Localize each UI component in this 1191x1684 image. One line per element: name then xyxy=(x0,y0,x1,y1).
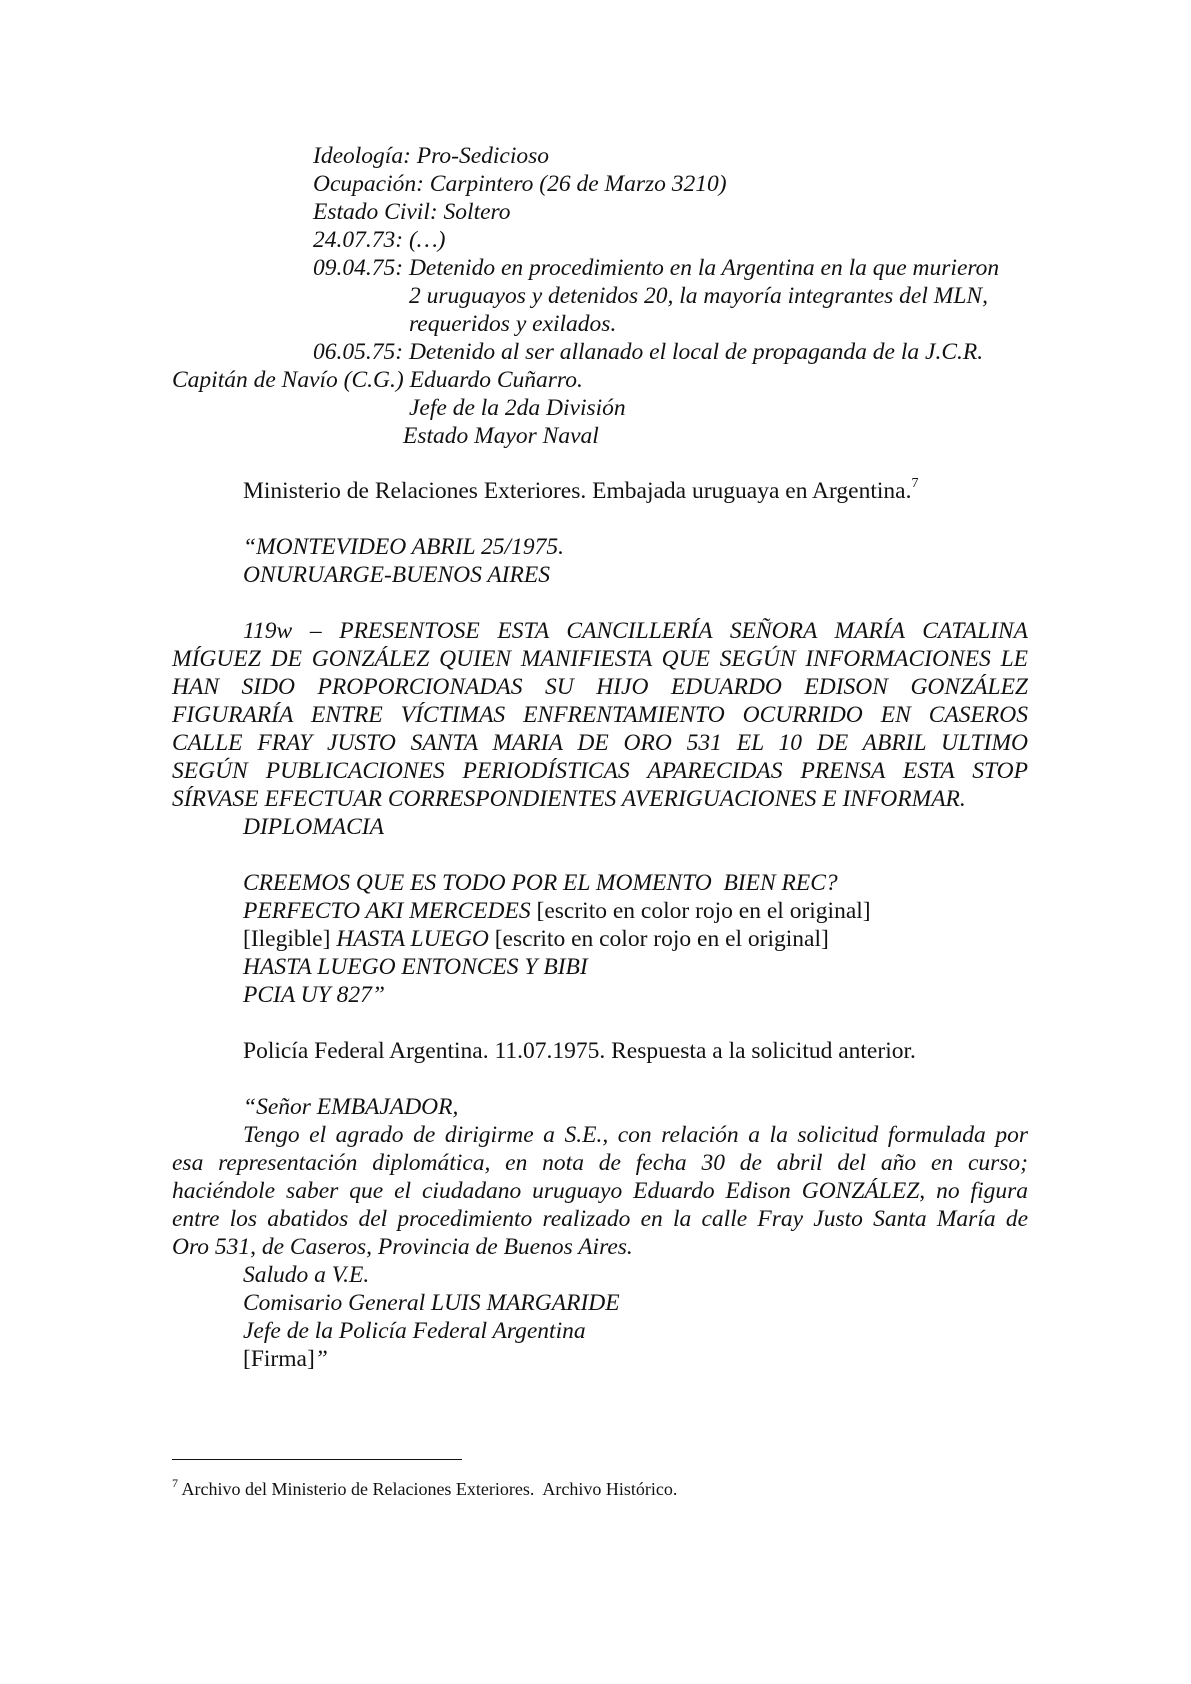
telegram-closing: DIPLOMACIA xyxy=(243,814,384,840)
letter-greeting: Saludo a V.E. xyxy=(243,1262,370,1288)
telegram-body-line: CALLE FRAY JUSTO SANTA MARIA DE ORO 531 EL 10 DE ABRIL ULTIMO xyxy=(172,730,1028,756)
telegram-body-line: SEGÚN PUBLICACIONES PERIODÍSTICAS APARECIDAS PRENSA ESTA STOP xyxy=(172,758,1028,784)
firma-note: [Firma] xyxy=(243,1346,315,1372)
telegram-chat-line xyxy=(243,897,871,925)
letter-firma xyxy=(243,1345,328,1373)
record-entry-continuation: requeridos y exilados. xyxy=(409,311,617,337)
telegram-header: ONURUARGE-BUENOS AIRES xyxy=(243,562,550,588)
letter-body-line: Oro 531, de Caseros, Provincia de Buenos Aires. xyxy=(172,1234,633,1260)
letter-signer: Comisario General LUIS MARGARIDE xyxy=(243,1290,620,1316)
telegram-chat-line xyxy=(243,925,829,953)
telegram-body-line: HAN SIDO PROPORCIONADAS SU HIJO EDUARDO EDISON GONZÁLEZ xyxy=(172,674,1028,700)
footnote-ref: 7 xyxy=(911,476,919,491)
section-heading-policia: Policía Federal Argentina. 11.07.1975. Respuesta a la solicitud anterior. xyxy=(243,1038,916,1064)
record-signer-title: Estado Mayor Naval xyxy=(403,423,599,449)
telegram-chat-line: CREEMOS QUE ES TODO POR EL MOMENTO BIEN REC? xyxy=(243,870,838,896)
record-signer-title: Jefe de la 2da División xyxy=(409,395,626,421)
chat-text: HASTA LUEGO xyxy=(336,926,489,952)
closing-quote: ” xyxy=(314,1346,328,1372)
record-ocupacion: Ocupación: Carpintero (26 de Marzo 3210) xyxy=(313,171,727,197)
record-entry-continuation: 2 uruguayos y detenidos 20, la mayoría integrantes del MLN, xyxy=(409,283,988,309)
chat-text: PERFECTO AKI MERCEDES xyxy=(243,898,531,924)
footnote-text: Archivo del Ministerio de Relaciones Exteriores. Archivo Histórico. xyxy=(178,1479,678,1499)
letter-body xyxy=(172,1121,1028,1261)
telegram-body xyxy=(172,617,1028,813)
footnote xyxy=(172,1477,677,1501)
telegram-header: “MONTEVIDEO ABRIL 25/1975. xyxy=(243,534,564,560)
footnote-number: 7 xyxy=(172,1476,178,1490)
letter-body-line: Tengo el agrado de dirigirme a S.E., con relación a la solicitud formulada por xyxy=(243,1122,1028,1148)
telegram-chat-line: PCIA UY 827” xyxy=(243,982,385,1008)
editor-note: [Ilegible] xyxy=(243,926,337,952)
letter-body-line: entre los abatidos del procedimiento realizado en la calle Fray Justo Santa María de xyxy=(172,1206,1028,1232)
telegram-chat-line: HASTA LUEGO ENTONCES Y BIBI xyxy=(243,954,588,980)
letter-body-line: esa representación diplomática, en nota de fecha 30 de abril del año en curso; xyxy=(172,1150,1028,1176)
record-estado-civil: Estado Civil: Soltero xyxy=(313,199,511,225)
record-ideologia: Ideología: Pro-Sedicioso xyxy=(313,143,550,169)
telegram-body-line: SÍRVASE EFECTUAR CORRESPONDIENTES AVERIGUACIONES E INFORMAR. xyxy=(172,786,966,812)
editor-note: [escrito en color rojo en el original] xyxy=(530,898,871,924)
record-entry: 09.04.75: Detenido en procedimiento en la Argentina en la que murieron xyxy=(313,255,1000,281)
letter-signer-title: Jefe de la Policía Federal Argentina xyxy=(243,1318,586,1344)
telegram-body-line: FIGURARÍA ENTRE VÍCTIMAS ENFRENTAMIENTO OCURRIDO EN CASEROS xyxy=(172,702,1028,728)
record-signer: Capitán de Navío (C.G.) Eduardo Cuñarro. xyxy=(172,367,583,393)
record-entry: 06.05.75: Detenido al ser allanado el local de propaganda de la J.C.R. xyxy=(313,339,984,365)
telegram-body-line: MÍGUEZ DE GONZÁLEZ QUIEN MANIFIESTA QUE SEGÚN INFORMACIONES LE xyxy=(172,646,1028,672)
letter-salutation: “Señor EMBAJADOR, xyxy=(243,1094,459,1120)
section-heading-text: Ministerio de Relaciones Exteriores. Embajada uruguaya en Argentina. xyxy=(243,478,912,504)
record-entry: 24.07.73: (…) xyxy=(313,227,446,253)
footnote-separator xyxy=(172,1459,462,1460)
section-heading-ministerio xyxy=(243,477,918,505)
telegram-body-line: 119w – PRESENTOSE ESTA CANCILLERÍA SEÑORA MARÍA CATALINA xyxy=(243,618,1028,644)
letter-body-line: haciéndole saber que el ciudadano uruguayo Eduardo Edison GONZÁLEZ, no figura xyxy=(172,1178,1028,1204)
editor-note: [escrito en color rojo en el original] xyxy=(488,926,829,952)
